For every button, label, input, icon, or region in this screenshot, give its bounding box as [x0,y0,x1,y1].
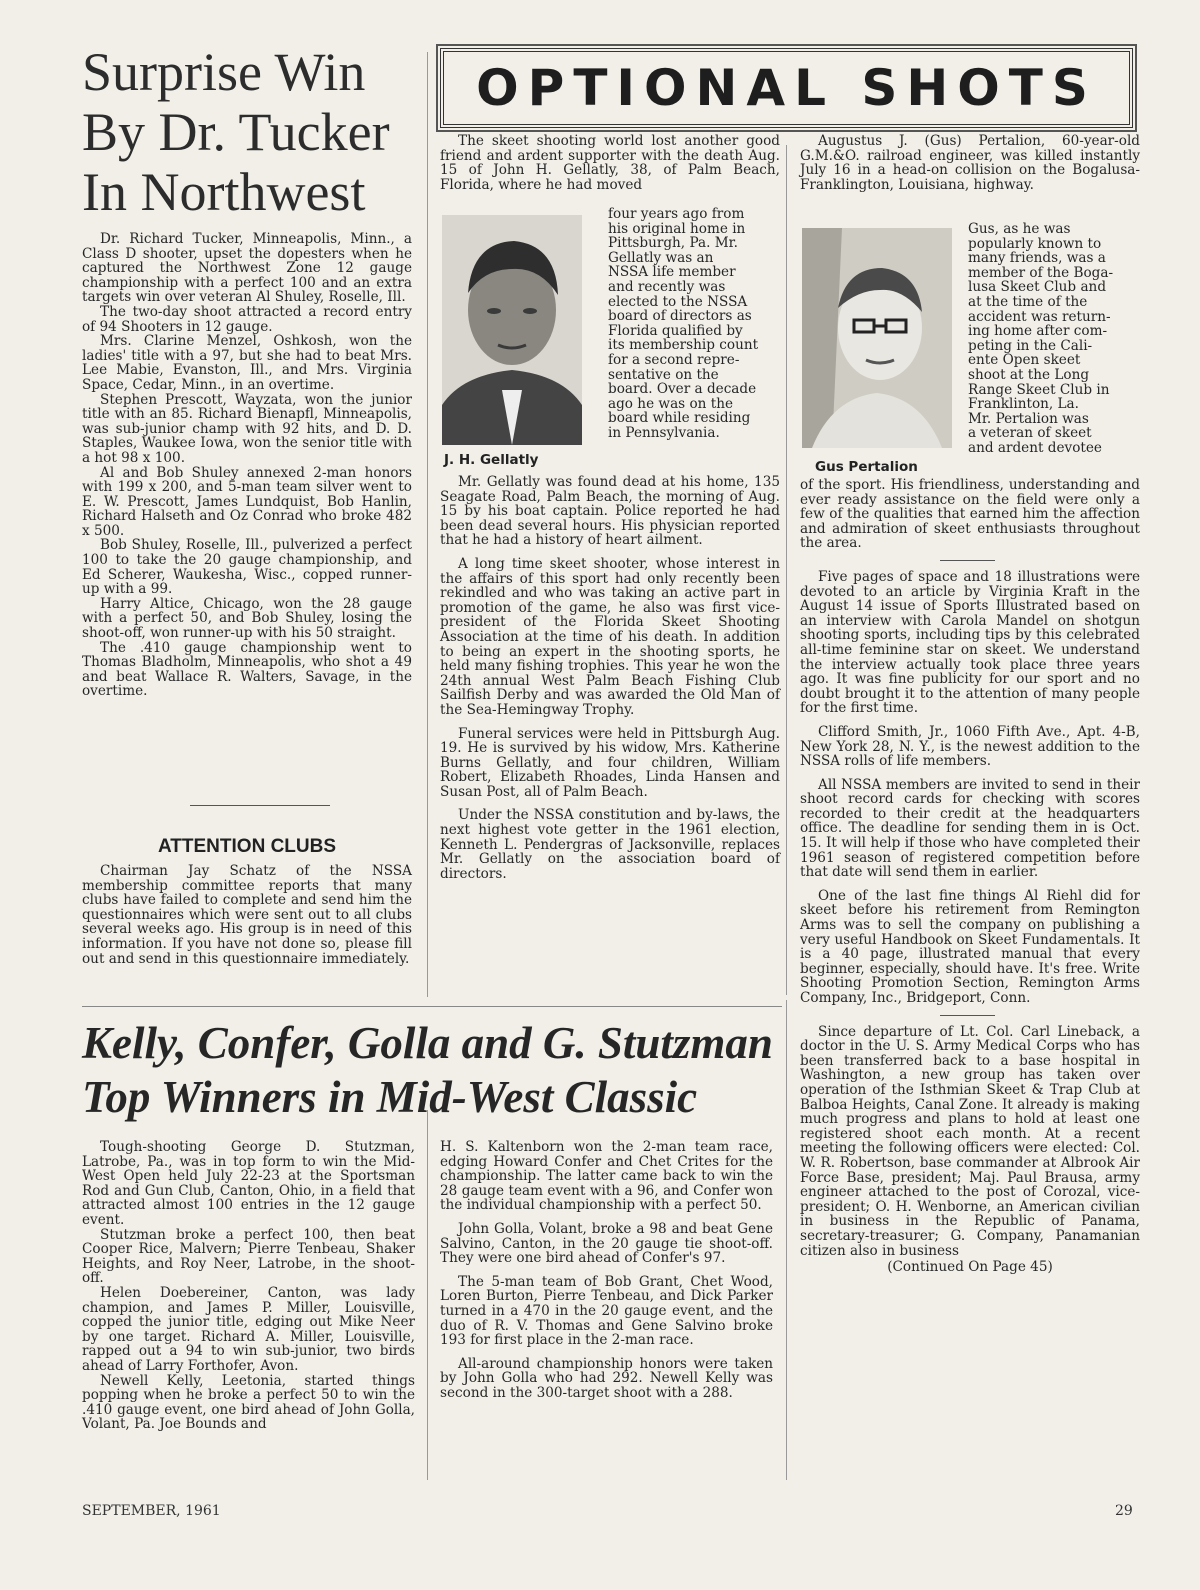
paragraph: Augustus J. (Gus) Pertalion, 60-year-old G.M.&O. railroad engineer, was killed instantly July 16 in a head-on collision on the Bogalusa-Franklington, Louisiana, highway. [800,133,1140,193]
wrap-line: and recently was [608,278,726,295]
wrap-line: its membership count [608,337,759,354]
wrap-line: at the time of the [968,293,1088,310]
wrap-line: board. Over a decade [608,381,757,398]
paragraph: of the sport. His friendliness, understanding and ever ready assistance on the field were only a few of the qualities that earned him the affection and admiration of skeet enthusiasts throughout the area. [800,477,1140,552]
wrap-line: NSSA life member [608,264,736,281]
column-rule [427,1110,428,1480]
pertalion-caption: Gus Pertalion [815,459,918,475]
wrap-line: a veteran of skeet [968,425,1092,442]
paragraph: Al and Bob Shuley annexed 2-man honors with 199 x 200, and 5-man team silver went to E. W. Prescott, James Lundquist, Bob Hanlin, Richard Halseth and Oz Conrad who broke 482 x 500. [82,464,412,539]
midwest-headline [82,1016,782,1124]
divider [940,560,995,561]
paragraph: Stutzman broke a perfect 100, then beat Cooper Rice, Malvern; Pierre Tenbeau, Shaker Heights, and Roy Neer, Latrobe, in the shoot-off. [82,1226,415,1287]
midwest-col1 [82,1140,415,1432]
paragraph: Dr. Richard Tucker, Minneapolis, Minn., a Class D shooter, upset the dopesters when he captured the Northwest Zone 12 gauge championship with a perfect 100 and an extra targets win over veteran Al Shuley, Roselle, Ill. [82,231,412,306]
wrap-line: Gellatly was an [608,249,714,266]
paragraph: Harry Altice, Chicago, won the 28 gauge with a perfect 50, and Bob Shuley, losing the shoot-off, won runner-up with his 50 straight. [82,595,412,642]
paragraph: Under the NSSA constitution and by-laws, the next highest vote getter in the 1961 election, Kenneth L. Pendergras of Jacksonville, replaces Mr. Gellatly on the association board of directors. [440,807,780,882]
paragraph: H. S. Kaltenborn won the 2-man team race, edging Howard Confer and Chet Crites for the championship. The latter came back to win the 28 gauge team event with a 96, and Confer won the individual championship with a perfect 50. [440,1139,773,1214]
wrap-line: many friends, was a [968,250,1106,267]
paragraph: The skeet shooting world lost another good friend and ardent supporter with the death Aug. 15 of John H. Gellatly, 38, of Palm Beach, Florida, where he had moved [440,133,780,193]
pertalion-wrap-text [968,222,1140,456]
northwest-headline [82,42,422,222]
paragraph: Since departure of Lt. Col. Carl Lineback, a doctor in the U. S. Army Medical Corps who has been transferred back to a base hospital in Washington, a new group has taken over operation of the Isthmian Skeet & Trap Club at Balboa Heights, Canal Zone. It already is making much progress and plans to hold at least one registered shoot each month. At a recent meeting the following officers were elected: Col. W. R. Robertson, base commander at Albrook Air Force Base, president; Maj. Paul Brausa, army engineer attached to the post of Corozal, vice-president; O. H. Wenborne, an American civilian in business in the Republic of Panama, secretary-treasurer; G. Company, Panamanian citizen also in business [800,1023,1140,1259]
paragraph: The 5-man team of Bob Grant, Chet Wood, Loren Burton, Pierre Tenbeau, and Dick Parker turned in a 470 in the 20 gauge event, and the duo of R. V. Thomas and Gene Salvino broke 193 for first place in the 2-man race. [440,1273,773,1349]
column-rule [786,145,787,995]
headline-line: By Dr. Tucker [82,102,390,162]
paragraph: Helen Doebereiner, Canton, was lady champion, and James P. Miller, Louisville, copped the junior title, edging out Mike Neer by one target. Richard A. Miller, Louisville, rapped out a 94 to win sub-junior, two birds ahead of Larry Forthofer, Avon. [82,1284,415,1374]
wrap-line: Franklinton, La. [968,396,1079,413]
paragraph: Bob Shuley, Roselle, Ill., pulverized a perfect 100 to take the 20 gauge championship, and Ed Scherer, Waukesha, Wisc., copped runner-up with a 99. [82,537,412,598]
wrap-line: board while residing [608,410,751,427]
right-column-body [800,478,1140,1275]
headline-line: Top Winners in Mid-West Classic [82,1072,698,1122]
pertalion-intro [800,134,1140,192]
paragraph: John Golla, Volant, broke a 98 and beat Gene Salvino, Canton, in the 20 gauge tie shoot-off. They were one bird ahead of Confer's 97. [440,1220,773,1267]
footer-date: SEPTEMBER, 1961 [82,1503,221,1519]
wrap-line: lusa Skeet Club and [968,279,1107,296]
wrap-line: in Pennsylvania. [608,424,720,441]
wrap-line: shoot at the Long [968,366,1090,383]
wrap-line: for a second repre- [608,351,740,368]
wrap-line: his original home in [608,220,746,237]
wrap-line: board of directors as [608,308,752,325]
paragraph: Stephen Prescott, Wayzata, won the junior title with an 85. Richard Bienapfl, Minneapolis, was sub-junior champ with 92 hits, and D. D. Staples, Waukee Iowa, won the senior title with a hot 98 x 100. [82,391,412,466]
paragraph: All-around championship honors were taken by John Golla who had 292. Newell Kelly was second in the 300-target shoot with a 288. [440,1355,773,1401]
midwest-col2 [440,1140,773,1401]
wrap-line: ing home after com- [968,323,1108,340]
wrap-line: ente Open skeet [968,352,1081,369]
headline-line: In Northwest [82,162,366,222]
paragraph: Clifford Smith, Jr., 1060 Fifth Ave., Apt. 4-B, New York 28, N. Y., is the newest addition to the NSSA rolls of life members. [800,723,1140,770]
page-number: 29 [1115,1503,1133,1519]
paragraph: Tough-shooting George D. Stutzman, Latrobe, Pa., was in top form to win the Mid-West Open held July 22-23 at the Sportsman Rod and Gun Club, Canton, Ohio, in a field that attracted almost 100 entries in the 12 gauge event. [82,1139,415,1228]
divider [940,1015,995,1016]
headline-line: Surprise Win [82,42,366,102]
wrap-line: Florida qualified by [608,322,743,339]
northwest-body [82,232,412,699]
paragraph: The .410 gauge championship went to Thomas Bladholm, Minneapolis, who shot a 49 and beat Wallace R. Walters, Savage, in the overtime. [82,639,412,700]
paragraph: Mrs. Clarine Menzel, Oshkosh, won the ladies' title with a 97, but she had to beat Mrs. Lee Mabie, Evanston, Ill., and Mrs. Virginia Space, Cedar, Minn., in an overtime. [82,333,412,393]
attention-text: Chairman Jay Schatz of the NSSA membership committee reports that many clubs have failed to complete and send him the questionnaires which were sent out to all clubs several weeks ago. His group is in need of this information. If you have not done so, please fill out and send in this questionnaire immediately. [82,863,412,967]
headline-line: Kelly, Confer, Golla and G. Stutzman [82,1018,773,1068]
gellatly-caption: J. H. Gellatly [444,452,539,468]
gellatly-wrap-text [608,207,780,441]
wrap-line: ago he was on the [608,395,733,412]
paragraph: Five pages of space and 18 illustrations were devoted to an article by Virginia Kraft in the August 14 issue of Sports Illustrated based on an interview with Carola Mandel on shotgun shooting sports, including tips by this celebrated all-time feminine star on skeet. We understand the interview actually took place three years ago. It was fine publicity for our sport and no doubt brought it to the attention of many people for the first time. [800,568,1140,717]
paragraph: One of the last fine things Al Riehl did for skeet before his retirement from Remington Arms was to sell the company on publishing a very useful Handbook on Skeet Fundamentals. It is a 40 page, illustrated manual that every beginner, especially, should have. It's free. Write Shooting Promotion Section, Remington Arms Company, Inc., Bridgeport, Conn. [800,887,1140,1006]
paragraph: All NSSA members are invited to send in their shoot record cards for checking with scores recorded to their credit at the headquarters office. The deadline for sending them in is Oct. 15. It will help if those who have completed their 1961 season of registered competition before that date will send them in earlier. [800,776,1140,881]
column-rule [427,52,428,997]
pertalion-photo [802,228,952,448]
paragraph: Funeral services were held in Pittsburgh Aug. 19. He is survived by his widow, Mrs. Katherine Burns Gellatly, and four children, William Robert, Elizabeth Rhoades, Linda Hansen and Susan Post, all of Palm Beach. [440,725,780,800]
wrap-line: elected to the NSSA [608,293,748,310]
wrap-line: Range Skeet Club in [968,381,1110,398]
wrap-line: four years ago from [608,206,745,222]
attention-clubs [82,836,412,966]
column-rule [786,1000,787,1480]
continued-note: (Continued On Page 45) [887,1259,1053,1276]
gellatly-story [440,134,780,192]
optional-shots-banner [440,48,1133,128]
section-divider [82,1006,782,1007]
wrap-line: and ardent devotee [968,439,1102,456]
wrap-line: Pittsburgh, Pa. Mr. [608,235,738,252]
wrap-line: peting in the Cali- [968,337,1093,354]
wrap-line: popularly known to [968,235,1102,252]
paragraph: A long time skeet shooter, whose interest in the affairs of this sport had only recently been rekindled and who was taking an active part in promotion of the game, he also was first vice-president of the Florida Skeet Shooting Association at the time of his death. In addition to being an expert in the shooting sports, he held many fishing trophies. This year he won the 24th annual West Palm Beach Fishing Club Sailfish Derby and was awarded the Old Man of the Sea-Hemingway Trophy. [440,555,780,718]
paragraph: Mr. Gellatly was found dead at his home, 135 Seagate Road, Palm Beach, the morning of Aug. 15 by his boat captain. Police reported he had been dead several hours. His physician reported that he had a history of heart ailment. [440,474,780,549]
gellatly-body [440,475,780,881]
divider [190,805,330,806]
paragraph: Newell Kelly, Leetonia, started things popping when he broke a perfect 50 to win the .410 gauge event, one bird ahead of John Golla, Volant, Pa. Joe Bounds and [82,1372,415,1433]
wrap-line: Mr. Pertalion was [968,410,1089,427]
paragraph: The two-day shoot attracted a record entry of 94 Shooters in 12 gauge. [82,303,412,335]
wrap-line: sentative on the [608,366,719,383]
wrap-line: Gus, as he was [968,221,1071,237]
banner-title: OPTIONAL SHOTS [476,59,1097,117]
gellatly-photo [442,215,582,445]
attention-heading: ATTENTION CLUBS [157,836,337,857]
wrap-line: accident was return- [968,308,1111,325]
wrap-line: member of the Boga- [968,264,1114,281]
